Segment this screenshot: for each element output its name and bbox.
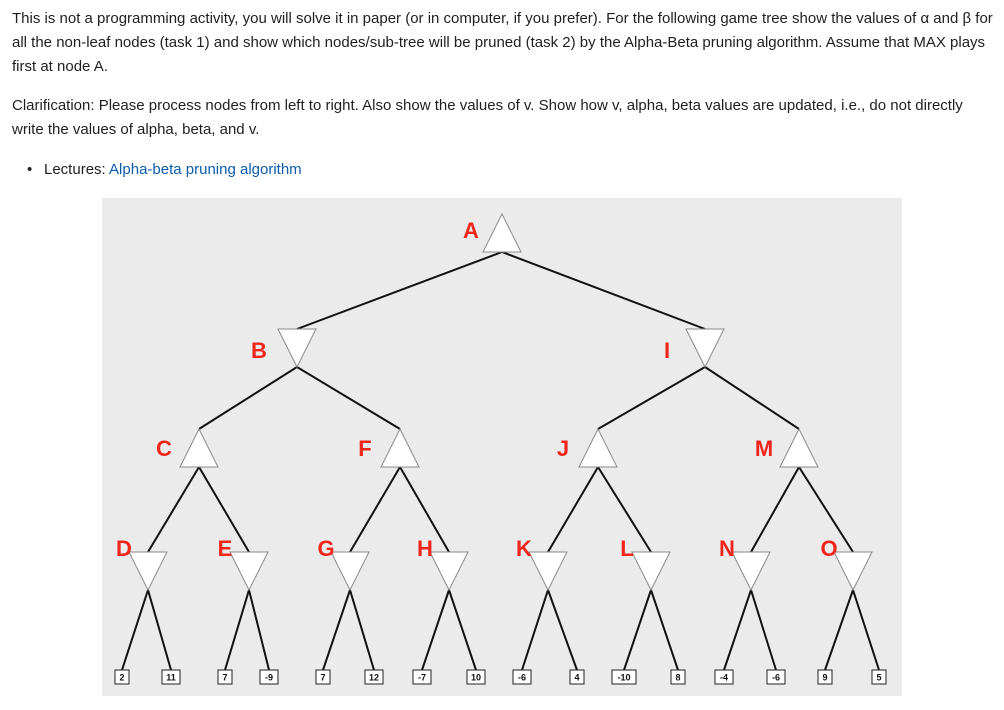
leaf-value: 7 [320,672,326,683]
leaf-value: -6 [771,672,781,683]
leaf-node [513,670,531,684]
leaf-value: -10 [617,672,631,683]
leaf-value: -7 [417,672,427,683]
leaf-value: 10 [470,672,482,683]
leaf-value: -6 [517,672,527,683]
leaf-node [671,670,685,684]
node-g-label: G [317,536,335,561]
leaf-value: 12 [368,672,380,683]
node-h-label: H [417,536,433,561]
leaf-node [316,670,330,684]
bullet-icon: • [27,161,33,178]
instructions-paragraph: This is not a programming activity, you will solve it in paper (or in computer, if you prefer). For the following game tree show the values of α and β for all the non-leaf nodes (task 1) and show which nodes/sub-tree will be pruned (task 2) by the Alpha-Beta pruning algorithm. Assume that MAX plays first at node A. [12,10,993,75]
leaf-value: 7 [222,672,228,683]
leaf-value: 9 [822,672,828,683]
leaf-node [715,670,733,684]
alpha-beta-lecture-link[interactable]: Alpha-beta pruning algorithm [109,161,302,178]
leaf-node [218,670,232,684]
node-a-label: A [463,218,479,243]
leaf-value: 2 [119,672,125,683]
leaf-node [115,670,129,684]
node-e-label: E [217,536,233,561]
leaf-node [872,670,886,684]
leaf-node [162,670,180,684]
leaf-value: -9 [264,672,274,683]
node-m-label: M [754,436,774,461]
node-c-label: C [156,436,172,461]
node-j-label: J [556,436,570,461]
leaf-node [570,670,584,684]
leaf-value: -4 [719,672,729,683]
leaf-value: 11 [166,672,176,683]
game-tree-diagram [102,198,902,696]
leaf-value: 5 [876,672,882,683]
leaf-node [612,670,636,684]
node-k-label: K [516,536,532,561]
node-f-label: F [358,436,372,461]
game-tree-figure [102,198,902,696]
leaf-value: 8 [675,672,681,683]
lectures-bullet [27,158,302,182]
figure-background [102,198,902,696]
node-d-label: D [116,536,132,561]
clarification-paragraph: Clarification: Please process nodes from left to right. Also show the values of v. Show how v, alpha, beta values are updated, i.e., do not directly write the values of alpha, beta, and v. [12,97,963,138]
node-n-label: N [719,536,735,561]
leaf-node [413,670,431,684]
leaf-node [767,670,785,684]
leaf-node [260,670,278,684]
leaf-node [818,670,832,684]
lectures-label: Lectures: [44,161,110,178]
leaf-node [365,670,383,684]
leaf-node [467,670,485,684]
node-o-label: O [820,536,838,561]
node-b-label: B [251,338,267,363]
node-i-label: I [663,338,671,363]
leaf-value: 4 [574,672,580,683]
node-l-label: L [620,536,634,561]
